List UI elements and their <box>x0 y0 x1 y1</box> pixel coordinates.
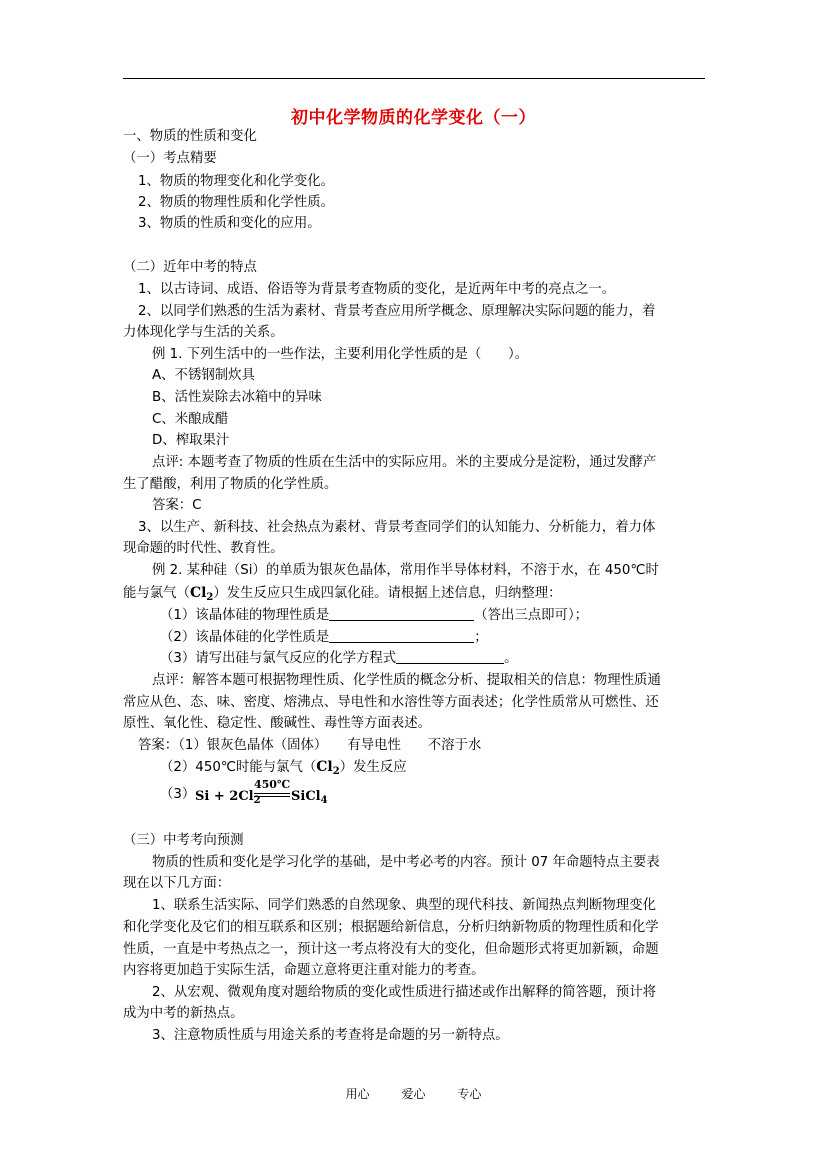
question-part-2 <box>160 629 488 647</box>
answer-line: 答案：C <box>152 498 202 513</box>
formula-subscript: 2 <box>253 795 261 806</box>
text-segment: 能与氯气（ <box>123 586 190 601</box>
question-part-3 <box>160 650 518 668</box>
subsection-heading: （二）近年中考的特点 <box>123 260 257 275</box>
text-segment: （答出三点即可）； <box>474 608 589 623</box>
reaction-condition: 450℃ <box>254 778 291 791</box>
subsection-heading: （三）中考考向预测 <box>123 833 244 848</box>
formula-subscript: 2 <box>206 592 214 603</box>
text-segment: ； <box>474 630 488 645</box>
paragraph-line: 1、联系生活实际、同学们熟悉的自然现象、典型的现代科技、新闻热点判断物理变化 <box>152 898 656 913</box>
chlorine-formula <box>190 585 213 601</box>
subsection-heading: （一）考点精要 <box>123 151 217 166</box>
reaction-arrow-line <box>254 793 290 794</box>
text-segment: （3）请写出硅与氯气反应的化学方程式 <box>160 651 397 666</box>
question-part-1 <box>160 607 588 625</box>
text-segment: （1）该晶体硅的物理性质是 <box>160 608 330 623</box>
paragraph-line: 成为中考的新热点。 <box>123 1006 244 1021</box>
text-segment: ）发生反应 <box>339 760 407 775</box>
comment-line: 点评: 本题考查了物质的性质在生活中的实际应用。米的主要成分是淀粉，通过发酵产 <box>152 455 657 470</box>
option-b: B、活性炭除去冰箱中的异味 <box>152 390 322 405</box>
comment-line: 原性、氧化性、稳定性、酸碱性、毒性等方面表述。 <box>123 716 431 731</box>
chlorine-formula <box>316 759 339 775</box>
formula-subscript: 4 <box>320 795 328 806</box>
answer-line: 答案：（1）银灰色晶体（固体） 有导电性 不溶于水 <box>138 738 482 753</box>
paragraph-line: 物质的性质和变化是学习化学的基础，是中考必考的内容。预计 07 年命题特点主要表 <box>152 855 660 870</box>
example-question: 例 1. 下列生活中的一些作法，主要利用化学性质的是（ ）。 <box>152 347 529 362</box>
document-title: 初中化学物质的化学变化（一） <box>291 108 536 128</box>
answer-blank <box>329 607 474 621</box>
formula-text: Cl <box>189 585 207 601</box>
chemical-equation-right <box>291 789 328 806</box>
comment-line: 点评：解答本题可根据物理性质、化学性质的概念分析、提取相关的信息：物理性质通 <box>152 673 661 688</box>
formula-text: Cl <box>316 759 333 775</box>
comment-line: 常应从色、态、味、密度、熔沸点、导电性和水溶性等方面表述；化学性质常从可燃性、还 <box>123 695 659 710</box>
page-footer <box>0 1085 827 1102</box>
section-heading-1: 一、物质的性质和变化 <box>123 129 257 144</box>
list-item: 3、物质的性质和变化的应用。 <box>138 216 321 231</box>
text-segment: 。 <box>504 651 518 666</box>
paragraph-line: 现命题的时代性、教育性。 <box>123 541 284 556</box>
example-question-cont <box>123 584 562 607</box>
footer-text: 爱心 <box>401 1087 426 1101</box>
paragraph-line: 3、注意物质性质与用途关系的考查将是命题的另一新特点。 <box>152 1028 509 1043</box>
reaction-arrow-line <box>254 796 290 797</box>
formula-subscript: 2 <box>332 766 340 777</box>
formula-text: Si + 2Cl <box>195 789 254 804</box>
text-segment: （2）450℃时能与氯气（ <box>160 760 317 775</box>
formula-text: SiCl <box>291 789 321 804</box>
comment-line: 生了醋酸，利用了物质的化学性质。 <box>123 477 338 492</box>
answer-blank <box>329 629 474 643</box>
paragraph-line: 和化学变化及它们的相互联系和区别；根据题给新信息，分析归纳新物质的物理性质和化学 <box>123 920 659 935</box>
answer-line: （3） <box>160 787 196 802</box>
paragraph-line: 现在以下几方面： <box>123 876 231 891</box>
example-question: 例 2. 某种硅（Si）的单质为银灰色晶体，常用作半导体材料，不溶于水，在 450℃时 <box>152 563 659 578</box>
paragraph-line: 2、以同学们熟悉的生活为素材、背景考查应用所学概念、原理解决实际问题的能力，着 <box>138 304 656 319</box>
header-rule <box>123 78 705 79</box>
footer-text: 专心 <box>457 1087 482 1101</box>
paragraph-line: 2、从宏观、微观角度对题给物质的变化或性质进行描述或作出解释的简答题，预计将 <box>152 985 656 1000</box>
text-segment: ）发生反应只生成四氯化硅。请根据上述信息，归纳整理： <box>213 586 562 601</box>
option-d: D、榨取果汁 <box>152 433 230 448</box>
text-segment: （2）该晶体硅的化学性质是 <box>160 630 330 645</box>
paragraph-line: 力体现化学与生活的关系。 <box>123 325 284 340</box>
paragraph-line: 性质，一直是中考热点之一，预计这一考点将没有大的变化，但命题形式将更加新颖，命题 <box>123 942 659 957</box>
footer-text: 用心 <box>345 1087 370 1101</box>
chemical-equation-left <box>195 789 261 806</box>
list-item: 2、物质的物理性质和化学性质。 <box>138 195 334 210</box>
answer-blank <box>396 650 504 664</box>
paragraph-line: 1、以古诗词、成语、俗语等为背景考查物质的变化，是近两年中考的亮点之一。 <box>138 282 616 297</box>
option-c: C、米酿成醋 <box>152 412 229 427</box>
list-item: 1、物质的物理变化和化学变化。 <box>138 174 334 189</box>
option-a: A、不锈钢制炊具 <box>152 368 255 383</box>
paragraph-line: 3、以生产、新科技、社会热点为素材、背景考查同学们的认知能力、分析能力，着力体 <box>138 520 656 535</box>
paragraph-line: 内容将更加趋于实际生活，命题立意将更注重对能力的考查。 <box>123 963 485 978</box>
